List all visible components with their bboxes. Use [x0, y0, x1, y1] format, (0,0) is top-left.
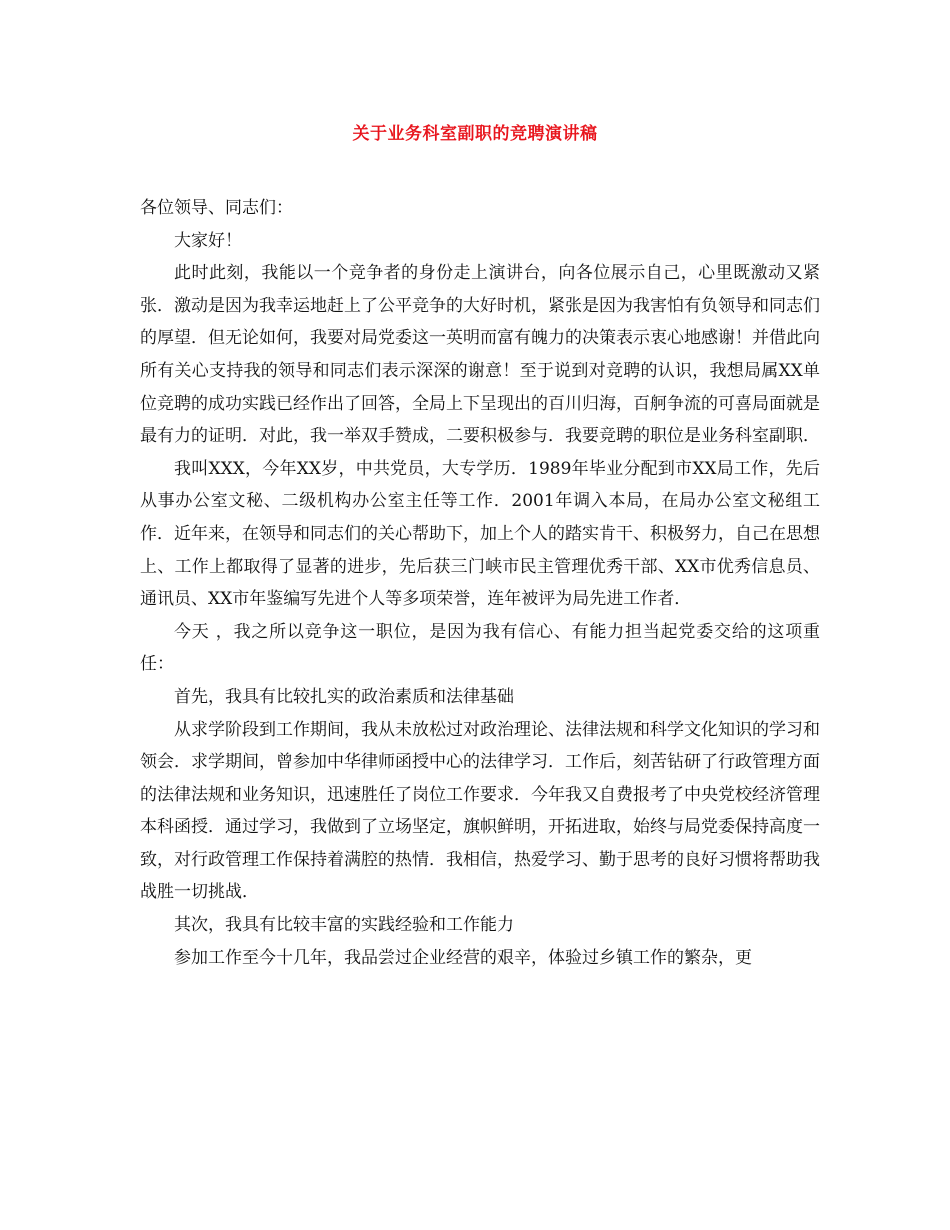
paragraph-self-introduction: 我叫XXX，今年XX岁，中共党员，大专学历．1989年毕业分配到市XX局工作，先后从事办公室文秘、二级机构办公室主任等工作．2001年调入本局，在局办公室文秘组工作．近年来，在领导和同志们的关心帮助下，加上个人的踏实肯干、积极努力，自己在思想上、工作上都取得了显著的进步，先后获三门峡市民主管理优秀干部、XX市优秀信息员、通讯员、XX市年鉴编写先进个人等多项荣誉，连年被评为局先进工作者． — [140, 458, 820, 610]
section-heading-second: 其次，我具有比较丰富的实践经验和工作能力 — [174, 915, 514, 936]
paragraph-experience: 参加工作至今十几年，我品尝过企业经营的艰辛，体验过乡镇工作的繁杂，更 — [174, 947, 752, 968]
paragraph-greeting: 大家好！ — [174, 230, 242, 251]
salutation: 各位领导、同志们： — [140, 198, 293, 218]
document-body — [140, 192, 820, 974]
paragraph-intro: 此时此刻，我能以一个竞争者的身份走上演讲台，向各位展示自己，心里既激动又紧张．激动是因为我幸运地赶上了公平竞争的大好时机，紧张是因为我害怕有负领导和同志们的厚望．但无论如何，我要对局党委这一英明而富有魄力的决策表示衷心地感谢！并借此向所有关心支持我的领导和同志们表示深深的谢意！至于说到对竞聘的认识，我想局属XX单位竞聘的成功实践已经作出了回答，全局上下呈现出的百川归海，百舸争流的可喜局面就是最有力的证明．对此，我一举双手赞成，二要积极参与．我要竞聘的职位是业务科室副职． — [140, 263, 820, 447]
document-title: 关于业务科室副职的竞聘演讲稿 — [352, 124, 598, 144]
paragraph-reason: 今天 ，我之所以竞争这一职位，是因为我有信心、有能力担当起党委交给的这项重任： — [140, 621, 820, 675]
paragraph-study: 从求学阶段到工作期间，我从未放松过对政治理论、法律法规和科学文化知识的学习和领会．求学期间，曾参加中华律师函授中心的法律学习．工作后，刻苦钻研了行政管理方面的法律法规和业务知识，迅速胜任了岗位工作要求．今年我又自费报考了中央党校经济管理本科函授．通过学习，我做到了立场坚定，旗帜鲜明，开拓进取，始终与局党委保持高度一致，对行政管理工作保持着满腔的热情．我相信，热爱学习、勤于思考的良好习惯将帮助我战胜一切挑战． — [140, 719, 820, 903]
section-heading-first: 首先，我具有比较扎实的政治素质和法律基础 — [174, 686, 514, 707]
